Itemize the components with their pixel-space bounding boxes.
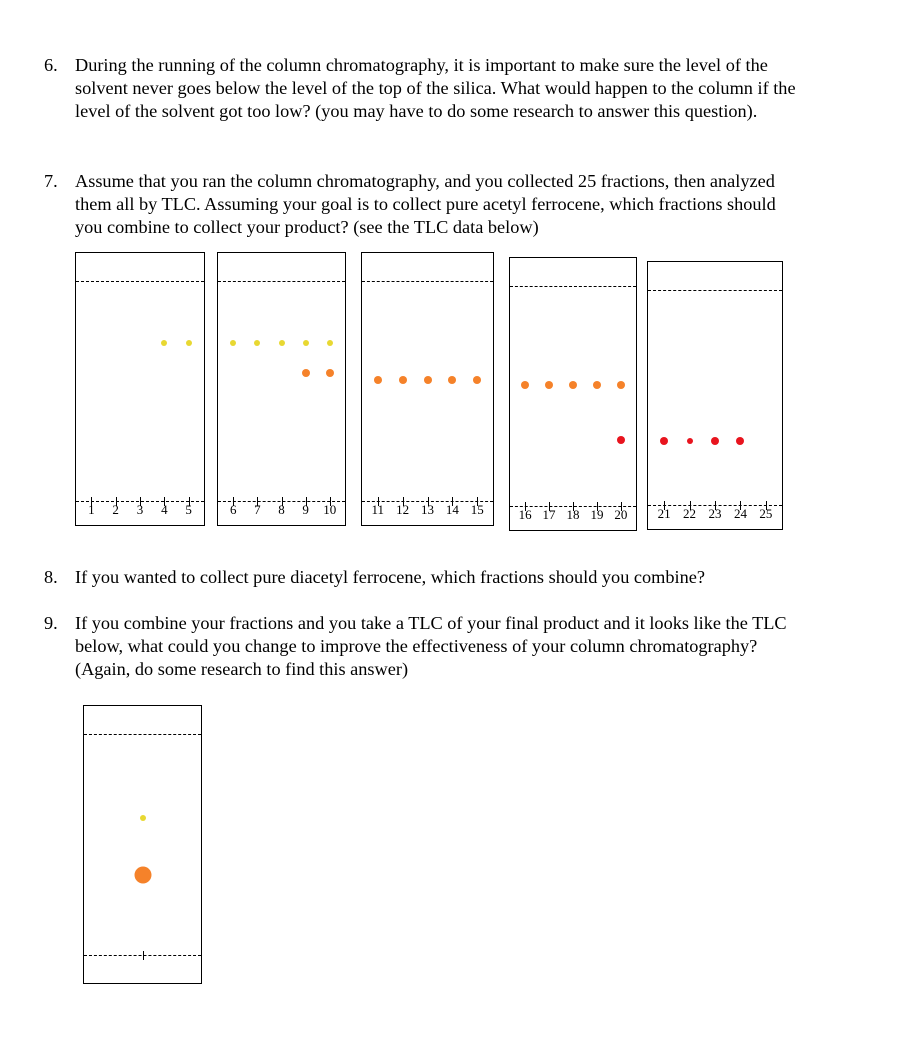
question-text: During the running of the column chromatography, it is important to make sure the level of the solvent never goes below the level of the top of the silica. What would happen to the column if the level of the solvent got too low? (you may have to do some research to answer this question).: [75, 55, 796, 121]
tlc-spot: [186, 340, 192, 346]
question-number: 9.: [44, 613, 58, 633]
tlc-spot: [448, 376, 456, 384]
lane-label: 20: [614, 507, 628, 522]
tlc-plate-final-product: [83, 705, 202, 984]
lane-label: 25: [759, 506, 773, 521]
lane-label: 16: [518, 507, 532, 522]
tlc-spot: [424, 376, 432, 384]
lane-label: 2: [112, 502, 119, 517]
tlc-spot: [593, 381, 601, 389]
solvent-front-line: [218, 281, 345, 282]
lane-label: 12: [396, 502, 410, 517]
tlc-spot: [254, 340, 260, 346]
lane-label: 5: [185, 502, 192, 517]
lane-label: 11: [371, 502, 384, 517]
lane-label: 9: [302, 502, 309, 517]
lane-label: 10: [323, 502, 337, 517]
tlc-spot: [660, 437, 668, 445]
lane-label: 23: [708, 506, 722, 521]
question-8: [44, 566, 804, 589]
question-7: [44, 170, 804, 239]
lane-label: 1: [88, 502, 95, 517]
solvent-front-line: [362, 281, 493, 282]
tlc-spot: [327, 340, 333, 346]
tlc-spot: [134, 867, 151, 884]
lane-label: 6: [229, 502, 237, 517]
lane-label: 8: [278, 502, 285, 517]
question-number: 8.: [44, 567, 58, 587]
solvent-front-line: [648, 290, 782, 291]
tlc-spot: [736, 437, 744, 445]
tlc-spot: [617, 436, 625, 444]
tlc-plate-fractions-16-20: [509, 257, 637, 531]
question-text: If you combine your fractions and you take a TLC of your final product and it looks like the TLC below, what could you change to improve the effectiveness of your column chromatography? (Again, do some research to find this answer): [75, 613, 787, 679]
tlc-spot: [140, 815, 146, 821]
lane-label: 18: [566, 507, 580, 522]
tlc-plate-fractions-21-25: [647, 261, 783, 530]
tlc-spot: [473, 376, 481, 384]
lane-label: 24: [733, 506, 747, 521]
lane-label: 19: [590, 507, 604, 522]
tlc-spot: [569, 381, 577, 389]
question-text: Assume that you ran the column chromatography, and you collected 25 fractions, then analyzed them all by TLC. Assuming your goal is to collect pure acetyl ferrocene, which fractions should you combine to collect your product? (see the TLC data below): [75, 171, 776, 237]
tlc-spot: [326, 369, 334, 377]
question-number: 6.: [44, 55, 58, 75]
lane-tick: [143, 951, 144, 960]
lane-label: 21: [657, 506, 671, 521]
lane-label: 14: [445, 502, 459, 517]
tlc-spot: [711, 437, 719, 445]
tlc-spot: [279, 340, 285, 346]
tlc-plate-fractions-11-15: [361, 252, 494, 526]
lane-label: 3: [136, 502, 144, 517]
tlc-spot: [302, 369, 310, 377]
tlc-spot: [303, 340, 309, 346]
question-6: [44, 54, 804, 123]
lane-label: 22: [683, 506, 697, 521]
solvent-front-line: [84, 734, 201, 735]
tlc-spot: [545, 381, 553, 389]
tlc-spot: [521, 381, 529, 389]
tlc-spot: [687, 438, 693, 444]
solvent-front-line: [76, 281, 204, 282]
tlc-spot: [399, 376, 407, 384]
lane-label: 17: [542, 507, 556, 522]
question-number: 7.: [44, 171, 58, 191]
question-9: [44, 612, 804, 681]
lane-label: 4: [161, 502, 168, 517]
tlc-plate-fractions-1-5: [75, 252, 205, 526]
question-text: If you wanted to collect pure diacetyl ferrocene, which fractions should you combine?: [75, 567, 705, 587]
tlc-spot: [617, 381, 625, 389]
lane-label: 7: [254, 502, 261, 517]
tlc-spot: [161, 340, 167, 346]
solvent-front-line: [510, 286, 636, 287]
tlc-spot: [230, 340, 236, 346]
lane-label: 15: [470, 502, 484, 517]
tlc-spot: [374, 376, 382, 384]
lane-label: 13: [421, 502, 434, 517]
tlc-plate-fractions-6-10: [217, 252, 346, 526]
